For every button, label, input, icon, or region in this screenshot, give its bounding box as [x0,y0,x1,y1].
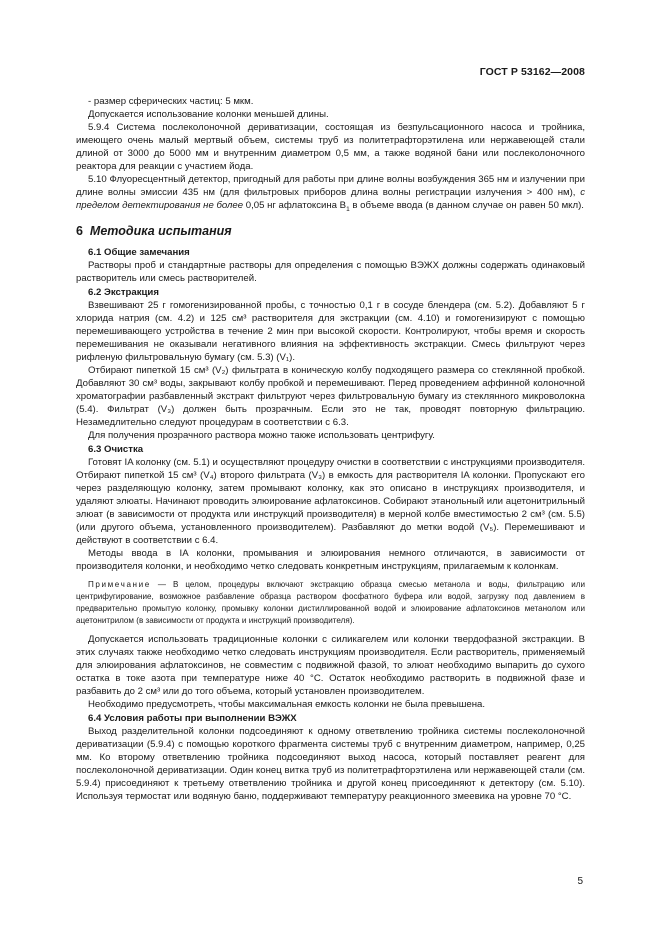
note-text: — В целом, процедуры включают экстракцию образца смесью метанола и воды, фильтрацию или центрифугирование, возможное разбавление образца раствором фосфатного буфера или водой, загрузку под давлением в предварительно промытую колонку, промывку колонки дистиллированной водой и элюирование афлатоксинов метанолом или ацетонитрилом (в зависимости от продукта и инструкций производителя). [76,580,585,625]
document-body [76,95,585,803]
subsection-heading-6-4: 6.4 Условия работы при выполнении ВЭЖХ [88,713,297,724]
paragraph: Необходимо предусмотреть, чтобы максимальная емкость колонки не была превышена. [88,699,486,710]
paragraph: Допускается использовать традиционные колонки с силикагелем или колонки твердофазной экстракции. В этих случаях также необходимо четко следовать инструкциям производителя. Если растворитель, применяемый для элюирования афлатоксинов, не совместим с подвижной фазой, то элюат необходимо выпарить до сухого остатка в токе азота при температуре ниже 40 °С. Остаток необходимо растворить в подвижной фазе и разбавить до 2 см³ или до того объема, который установлен производителем. [76,634,585,697]
page-number: 5 [577,876,583,887]
paragraph: Готовят IA колонку (см. 5.1) и осуществляют процедуру очистки в соответствии с инструкциями производителя. Отбирают пипеткой 15 см³ (V₄) второго фильтрата (V₃) в емкость для растворителя IA колонки. Пропускают его через разделяющую колонку, затем промывают колонку, как это описано в инструкциях производителя, и удаляют элюаты. Начинают проводить элюирование афлатоксинов. Собирают этанольный или ацетонитрильный элюат (в зависимости от продукта или инструкций производителя) в мерной колбе вместимостью 2 см³ (см. 5.5) (или другого объема, установленного производителем). Разбавляют до метки водой (V₅). Перемешивают и действуют в соответствии с 6.4. [76,457,585,546]
subscript: 1 [346,205,350,213]
paragraph: - размер сферических частиц: 5 мкм. [88,96,254,107]
note-label: Примечание [88,580,151,589]
paragraph: Растворы проб и стандартные растворы для определения с помощью ВЭЖХ должны содержать одинаковый растворитель или смесь растворителей. [76,260,585,284]
italic-text: с пределом детектирования не более [76,187,585,211]
standard-header: ГОСТ Р 53162—2008 [479,66,585,78]
paragraph-5-9-4: 5.9.4 Система послеколоночной дериватизации, состоящая из безпульсационного насоса и тройника, имеющего очень малый мертвый объем, системы труб из политетрафторэтилена или нержавеющей стали длиной от 3000 до 5000 мм и внутренним диаметром 0,5 мм, а также водяной бани или послеколоночного реактора для реакции с участием йода. [76,122,585,172]
subsection-heading-6-1: 6.1 Общие замечания [88,247,190,258]
paragraph: Взвешивают 25 г гомогенизированной пробы, с точностью 0,1 г в сосуде блендера (см. 5.2). Добавляют 5 г хлорида натрия (см. 4.2) и 125 см³ растворителя для экстракции (см. 4.10) и гомогенизируют с помощью перемешивающего устройства в течение 2 мин при высокой скорости. Контролируют, чтобы время и скорость перемешивания не оказывали негативного влияния на эффективность экстракции. Смесь фильтруют через рифленую фильтровальную бумагу (см. 5.3) (V₁). [76,300,585,363]
paragraph: Методы ввода в IA колонки, промывания и элюирования немного отличаются, в зависимости от производителя колонки, и необходимо четко следовать конкретным инструкциям, прилагаемым к колонкам. [76,548,585,572]
paragraph: Для получения прозрачного раствора можно также использовать центрифугу. [88,430,435,441]
paragraph: Отбирают пипеткой 15 см³ (V₂) фильтрата в коническую колбу подходящего размера со стеклянной пробкой. Добавляют 30 см³ воды, закрывают колбу пробкой и перемешивают. Перед проведением аффинной колоночной хроматографии разбавленный экстракт фильтруют через фильтровальную бумагу из стеклянного микроволокна (5.4). Фильтрат (V₃) должен быть прозрачным. Если это не так, проводят повторную фильтрацию. Незамедлительно следуют процедурам в соответствии с 6.3. [76,365,585,428]
note [76,579,585,627]
section-title: Методика испытания [89,224,232,238]
section-number: 6 [76,224,83,238]
text-span: 0,05 нг афлатоксина B [243,200,347,211]
paragraph: Допускается использование колонки меньшей длины. [88,109,329,120]
subsection-heading-6-3: 6.3 Очистка [88,444,144,455]
paragraph-5-10 [76,173,585,212]
paragraph: Выход разделительной колонки подсоединяют к одному ответвлению тройника системы послеколоночной дериватизации (5.9.4) с помощью короткого фрагмента системы труб с внутренним диаметром, например, 0,25 мм. Ко второму ответвлению тройника подсоединяют выход насоса, который поставляет реагент для послеколоночной дериватизации. Один конец витка труб из политетрафторэтилена или нержавеющей стали (см. 5.9.4) присоединяют к третьему ответвлению тройника и другой конец присоединяют к детектору (см. 5.10). Используя термостат или водяную баню, поддерживают температуру реакционного змеевика на уровне 70 °С. [76,726,585,802]
text-span: в объеме ввода (в данном случае он равен 50 мкл). [349,200,584,211]
text-span: 5.10 Флуоресцентный детектор, пригодный для работы при длине волны возбуждения 365 нм и излучении при длине волны эмиссии 435 нм (для фильтровых приборов длина волны регистрации излучения > 400 нм), [76,174,585,198]
subsection-heading-6-2: 6.2 Экстракция [88,287,159,298]
section-heading-6 [76,224,585,239]
